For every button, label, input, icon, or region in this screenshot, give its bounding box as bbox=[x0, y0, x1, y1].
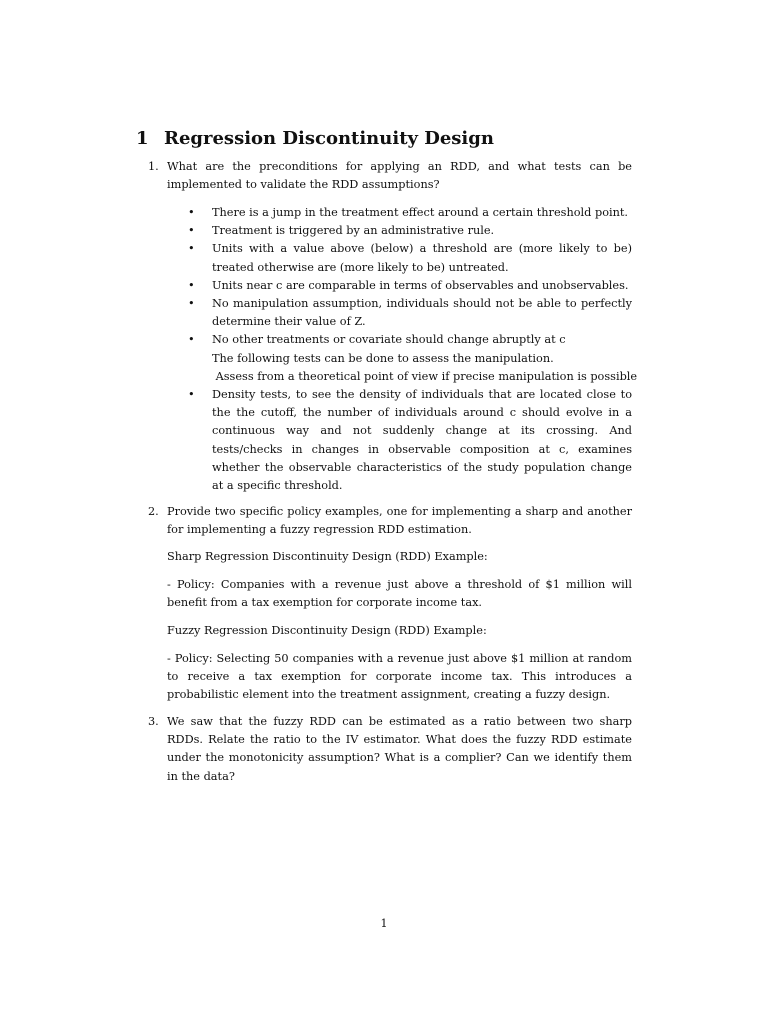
answer-1-bullet-list bbox=[167, 204, 638, 495]
list-item bbox=[167, 331, 638, 386]
question-text: Provide two specific policy examples, one for implementing a sharp and another for implementing a fuzzy regression RDD estimation. bbox=[167, 505, 632, 537]
question-number: 3. bbox=[148, 715, 159, 728]
bullet-icon: • bbox=[188, 206, 195, 219]
question-number: 2. bbox=[148, 505, 159, 518]
bullet-text: Treatment is triggered by an administrative rule. bbox=[212, 224, 495, 238]
bullet-icon: • bbox=[188, 297, 195, 311]
bullet-icon: • bbox=[188, 388, 195, 402]
list-item bbox=[167, 222, 632, 240]
fuzzy-rdd-heading: Fuzzy Regression Discontinuity Design (RDD) Example: bbox=[167, 624, 487, 637]
bullet-text: There is a jump in the treatment effect around a certain threshold point. bbox=[212, 206, 629, 219]
list-item bbox=[167, 277, 632, 295]
question-2 bbox=[148, 503, 632, 539]
section-heading bbox=[136, 128, 494, 149]
question-text: We saw that the fuzzy RDD can be estimated as a ratio between two sharp RDDs. Relate the ratio to the IV estimator. What does the fuzzy RDD estimate under the monotonicity assumption? What is a complier? Can we identify them in the data? bbox=[167, 715, 632, 783]
list-item bbox=[167, 240, 632, 276]
bullet-icon: • bbox=[188, 333, 195, 347]
theoretical-assessment-text: Assess from a theoretical point of view if precise manipulation is possible bbox=[212, 369, 638, 383]
question-text: What are the preconditions for applying an RDD, and what tests can be implemented to validate the RDD assumptions? bbox=[167, 160, 632, 192]
sharp-rdd-heading: Sharp Regression Discontinuity Design (RDD) Example: bbox=[167, 550, 488, 563]
fuzzy-rdd-policy: - Policy: Selecting 50 companies with a revenue just above $1 million at random to receive a tax exemption for corporate income tax. This introduces a probabilistic element into the treatment assignment, creating a fuzzy design. bbox=[167, 652, 632, 702]
page-number: 1 bbox=[380, 917, 388, 930]
manipulation-tests-intro: The following tests can be done to assess the manipulation. bbox=[212, 351, 554, 365]
section-number: 1 bbox=[136, 128, 149, 149]
bullet-icon: • bbox=[188, 224, 195, 238]
question-3 bbox=[148, 713, 632, 786]
bullet-text: Units near c are comparable in terms of observables and unobservables. bbox=[212, 278, 629, 292]
bullet-text: Density tests, to see the density of individuals that are located close to the the cutoff, the number of individuals around c should evolve in a continuous way and not suddenly change at its crossing. And tests/checks in changes in observable composition at c, examines whether the observable characteristics of the study population change at a specific threshold. bbox=[212, 388, 632, 493]
bullet-icon: • bbox=[188, 278, 195, 292]
question-number: 1. bbox=[148, 160, 159, 173]
bullet-icon: • bbox=[188, 242, 195, 256]
list-item bbox=[167, 386, 632, 495]
sharp-rdd-policy: - Policy: Companies with a revenue just above a threshold of $1 million will benefit from a tax exemption for corporate income tax. bbox=[167, 578, 632, 610]
section-title: Regression Discontinuity Design bbox=[164, 128, 494, 149]
question-1 bbox=[148, 158, 632, 194]
bullet-text: Units with a value above (below) a threshold are (more likely to be) treated otherwise are (more likely to be) untreated. bbox=[212, 242, 632, 274]
bullet-text: No manipulation assumption, individuals should not be able to perfectly determine their value of Z. bbox=[212, 297, 632, 329]
bullet-text: No other treatments or covariate should change abruptly at c bbox=[212, 333, 566, 347]
list-item bbox=[167, 204, 632, 222]
list-item bbox=[167, 295, 632, 331]
